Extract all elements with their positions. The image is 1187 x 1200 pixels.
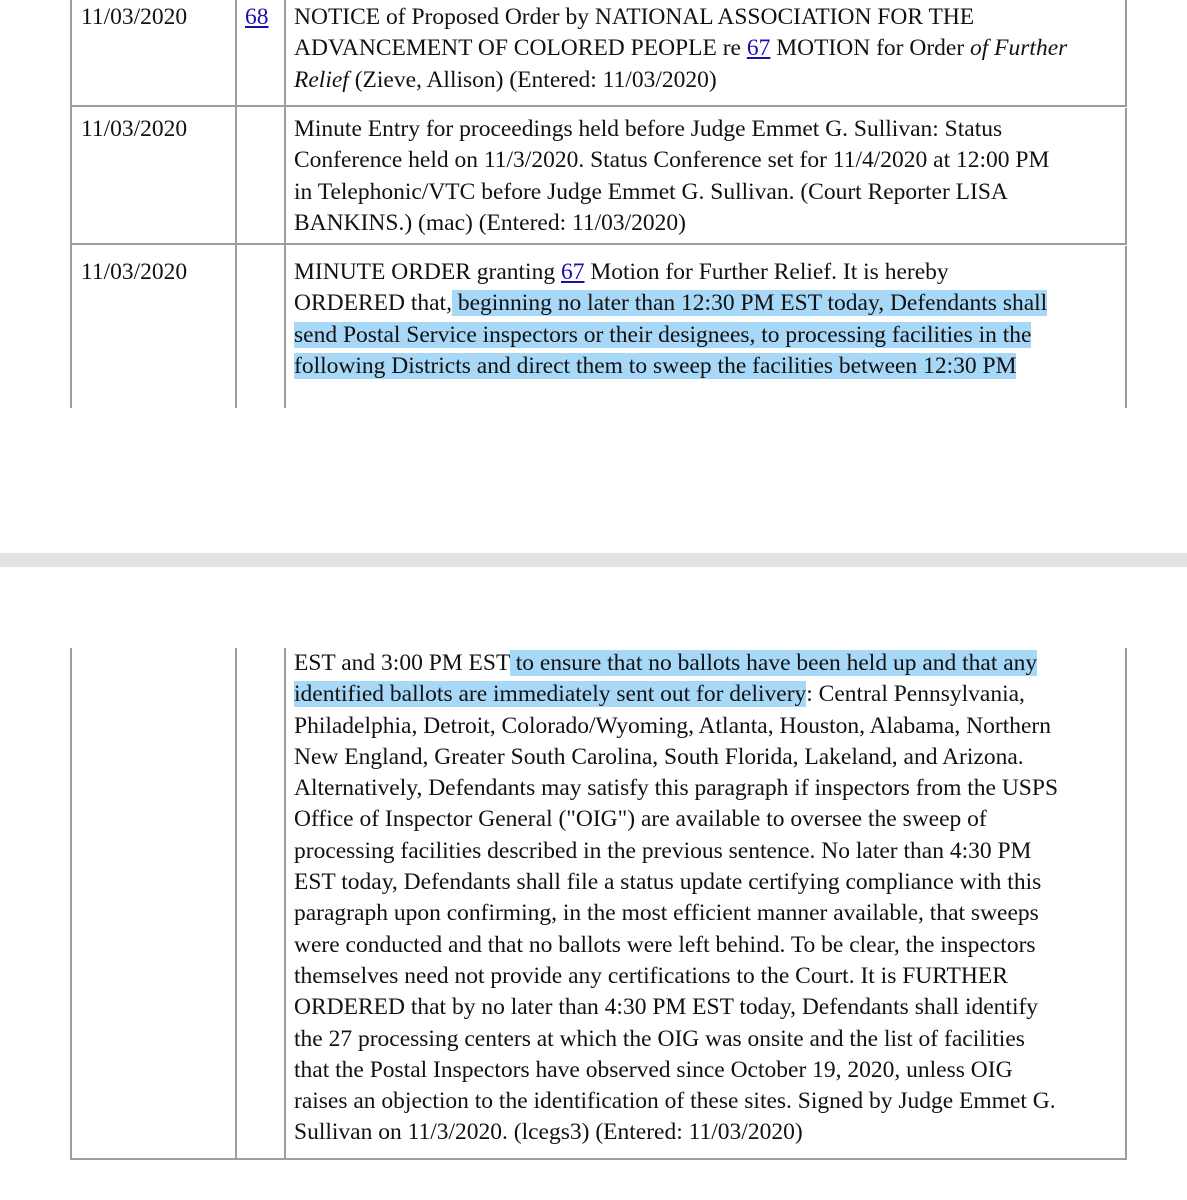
- highlighted-text: identified ballots are immediately sent out for delivery: [294, 681, 807, 708]
- row-divider: [70, 105, 1127, 107]
- table-border-right: [1125, 246, 1127, 408]
- entry-date: 11/03/2020: [81, 259, 188, 285]
- entry-text-line: in Telephonic/VTC before Judge Emmet G. Sullivan. (Court Reporter LISA: [294, 178, 1008, 205]
- highlighted-text: to ensure that no ballots have been held up and that any: [509, 650, 1038, 676]
- entry-date: 11/03/2020: [81, 4, 188, 30]
- entry-text-line: [294, 320, 1119, 351]
- entry-text-line: were conducted and that no ballots were left behind. To be clear, the inspectors: [294, 931, 1036, 958]
- entry-text-line: BANKINS.) (mac) (Entered: 11/03/2020): [294, 209, 687, 236]
- entry-text-line: ORDERED that by no later than 4:30 PM EST today, Defendants shall identify: [294, 994, 1039, 1021]
- table-border-right: [1125, 0, 1127, 106]
- doc-link-67[interactable]: 67: [746, 35, 771, 62]
- page-separator: [0, 553, 1187, 567]
- entry-text-line: Office of Inspector General ("OIG") are available to oversee the sweep of: [294, 806, 987, 833]
- entry-text: [294, 114, 1119, 239]
- entry-text-line: [294, 679, 1119, 710]
- doc-link-67[interactable]: 67: [560, 259, 585, 285]
- entry-text-part: NOTICE of Proposed Order by NATIONAL ASSOCIATION FOR THE ADVANCEMENT OF COLORED PEOPLE re: [294, 4, 975, 62]
- entry-text-part: Motion for Further Relief. It is hereby: [584, 259, 949, 285]
- doc-number: [245, 2, 269, 33]
- table-border-left: [70, 648, 72, 1160]
- entry-text-part: MINUTE ORDER granting: [294, 259, 561, 285]
- entry-text-part: : Central Pennsylvania,: [806, 681, 1025, 708]
- entry-text-line: Conference held on 11/3/2020. Status Conference set for 11/4/2020 at 12:00 PM: [294, 147, 1050, 174]
- doc-link-68[interactable]: 68: [245, 4, 269, 30]
- entry-text-part: EST and 3:00 PM EST: [294, 650, 510, 676]
- row-divider: [70, 243, 1127, 245]
- entry-text-line: EST today, Defendants shall file a status update certifying compliance with this: [294, 869, 1042, 896]
- entry-text-continued: [294, 648, 1119, 1149]
- entry-date: 11/03/2020: [81, 116, 188, 142]
- entry-text: [294, 2, 1119, 96]
- entry-text-line: Sullivan on 11/3/2020. (lcegs3) (Entered: 11/03/2020): [294, 1119, 803, 1146]
- table-border-date-col: [235, 648, 237, 1160]
- entry-text-italic: of Further Relief: [294, 35, 1068, 93]
- entry-text-line: raises an objection to the identification of these sites. Signed by Judge Emmet G.: [294, 1088, 1056, 1115]
- table-bottom-border: [70, 1158, 1127, 1160]
- entry-text-line: [294, 648, 1119, 679]
- entry-text-line: Alternatively, Defendants may satisfy this paragraph if inspectors from the USPS: [294, 775, 1059, 802]
- highlighted-text: beginning no later than 12:30 PM EST today, Defendants shall: [451, 290, 1048, 317]
- entry-text-line: paragraph upon confirming, in the most efficient manner available, that sweeps: [294, 900, 1039, 927]
- table-border-date-col: [235, 0, 237, 408]
- highlighted-text: send Postal Service inspectors or their designees, to processing facilities in the: [294, 321, 1032, 348]
- table-border-right: [1125, 648, 1127, 1160]
- entry-text-line: themselves need not provide any certifications to the Court. It is FURTHER: [294, 962, 1008, 989]
- entry-text-line: [294, 257, 1119, 288]
- table-border-num-col: [284, 648, 286, 1160]
- entry-text-line: that the Postal Inspectors have observed since October 19, 2020, unless OIG: [294, 1056, 1013, 1083]
- entry-text-line: Philadelphia, Detroit, Colorado/Wyoming, Atlanta, Houston, Alabama, Northern: [294, 712, 1051, 739]
- docket-table-bottom: [0, 568, 1187, 1200]
- entry-text-line: [294, 351, 1119, 382]
- table-border-num-col: [284, 0, 286, 408]
- entry-text-line: New England, Greater South Carolina, South Florida, Lakeland, and Arizona.: [294, 743, 1024, 770]
- docket-table-top: [0, 0, 1187, 408]
- entry-text: [294, 257, 1119, 382]
- highlighted-text: following Districts and direct them to sweep the facilities between 12:30 PM: [294, 352, 1017, 379]
- entry-text-line: Minute Entry for proceedings held before Judge Emmet G. Sullivan: Status: [294, 116, 1003, 142]
- entry-text-line: the 27 processing centers at which the OIG was onsite and the list of facilities: [294, 1025, 1025, 1052]
- entry-text-line: processing facilities described in the previous sentence. No later than 4:30 PM: [294, 837, 1032, 864]
- entry-text-part: (Zieve, Allison) (Entered: 11/03/2020): [348, 66, 717, 93]
- entry-text-line: [294, 288, 1119, 319]
- entry-text-part: ORDERED that,: [294, 290, 452, 317]
- table-border-right: [1125, 108, 1127, 244]
- entry-text-part: MOTION for Order: [770, 35, 971, 62]
- table-border-left: [70, 0, 72, 408]
